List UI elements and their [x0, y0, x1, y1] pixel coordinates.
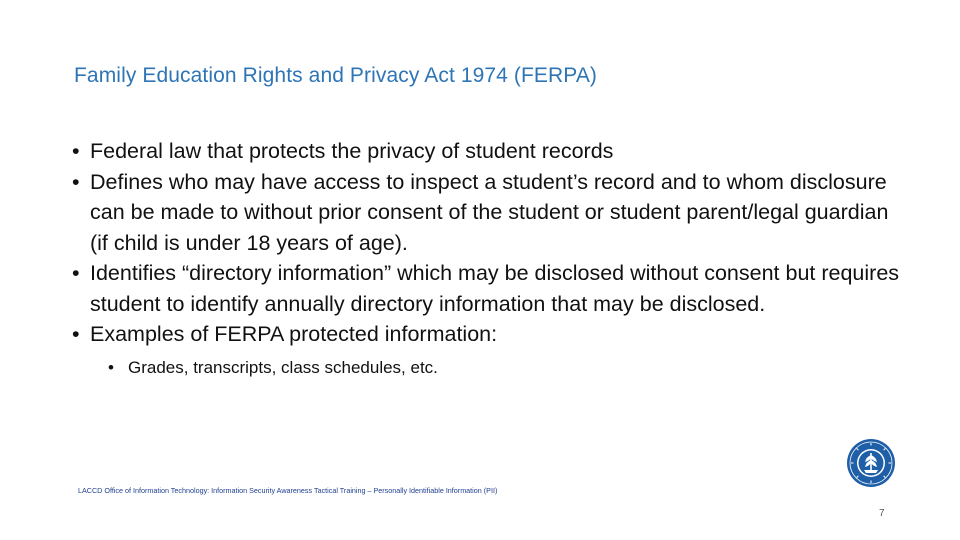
college-district-seal-icon — [846, 438, 896, 488]
bullet-dot: • — [72, 261, 80, 285]
bullet-dot: • — [108, 357, 114, 377]
bullet-item — [72, 136, 902, 167]
page-number: 7 — [879, 508, 885, 519]
sub-bullet-text: Grades, transcripts, class schedules, etc. — [128, 357, 438, 377]
bullet-dot: • — [72, 169, 80, 194]
bullet-list — [72, 136, 902, 382]
bullet-item — [72, 258, 902, 319]
bullet-text: Defines who may have access to inspect a student’s record and to whom disclosure can be made to without prior consent of the student or student parent/legal guardian (if child is under 18 years of age). — [90, 169, 889, 255]
slide-title: Family Education Rights and Privacy Act 1974 (FERPA) — [74, 64, 598, 87]
bullet-text: Federal law that protects the privacy of student records — [90, 139, 614, 163]
bullet-dot: • — [72, 139, 80, 163]
bullet-text: Examples of FERPA protected information: — [90, 322, 498, 346]
bullet-item — [72, 319, 902, 350]
bullet-dot: • — [72, 322, 80, 346]
bullet-item — [72, 167, 902, 259]
footer-text: LACCD Office of Information Technology: Information Security Awareness Tactical Training – Personally Identifiable Information (PII) — [78, 486, 498, 495]
bullet-text: Identifies “directory information” which may be disclosed without consent but requires student to identify annually directory information that may be disclosed. — [90, 261, 900, 316]
sub-bullet-item — [72, 354, 902, 382]
